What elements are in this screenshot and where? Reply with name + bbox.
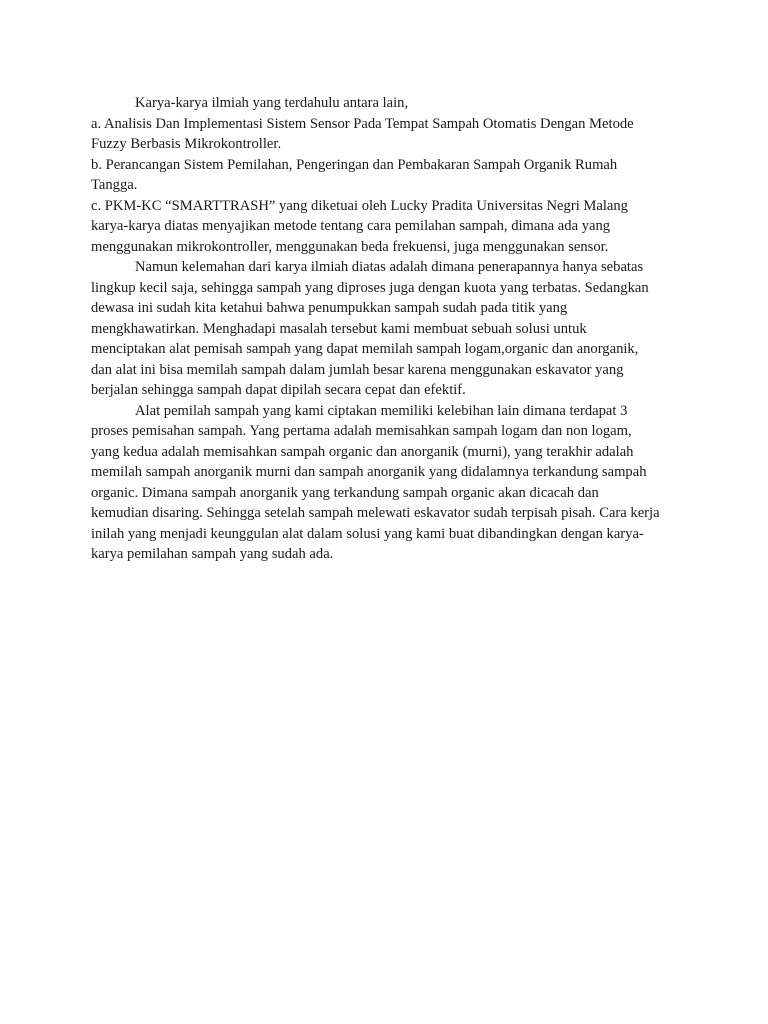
paragraph-first-line: Karya-karya ilmiah yang terdahulu antara lain,	[135, 95, 409, 111]
text-line: yang kedua adalah memisahkan sampah organic dan anorganik (murni), yang terakhir adalah	[91, 443, 634, 460]
text-line: lingkup kecil saja, sehingga sampah yang diproses juga dengan kuota yang terbatas. Sedangkan	[91, 279, 649, 296]
text-line: dan alat ini bisa memilah sampah dalam jumlah besar karena menggunakan eskavator yang	[91, 361, 624, 378]
text-line: berjalan sehingga sampah dapat dipilah secara cepat dan efektif.	[91, 382, 466, 398]
text-line: organic. Dimana sampah anorganik yang terkandung sampah organic akan dicacah dan	[91, 484, 599, 501]
text-line: memilah sampah anorganik murni dan sampah anorganik yang didalamnya terkandung sampah	[91, 464, 647, 480]
text-line: karya pemilahan sampah yang sudah ada.	[91, 546, 334, 562]
text-line: menggunakan mikrokontroller, menggunakan beda frekuensi, juga menggunakan sensor.	[91, 238, 609, 255]
text-line: mengkhawatirkan. Menghadapi masalah tersebut kami membuat sebuah solusi untuk	[91, 320, 587, 337]
text-line: menciptakan alat pemisah sampah yang dapat memilah sampah logam,organic dan anorganik,	[91, 341, 639, 357]
text-line: kemudian disaring. Sehingga setelah sampah melewati eskavator sudah terpisah pisah. Cara kerja	[91, 505, 660, 521]
text-line: dewasa ini sudah kita ketahui bahwa penumpukkan sampah sudah pada titik yang	[91, 300, 568, 316]
text-line: proses pemisahan sampah. Yang pertama adalah memisahkan sampah logam dan non logam,	[91, 423, 632, 439]
document-body	[91, 93, 691, 565]
text-line: a. Analisis Dan Implementasi Sistem Sensor Pada Tempat Sampah Otomatis Dengan Metode	[91, 115, 634, 132]
text-line: Tangga.	[91, 177, 138, 193]
text-line: b. Perancangan Sistem Pemilahan, Pengeringan dan Pembakaran Sampah Organik Rumah	[91, 156, 618, 173]
paragraph-first-line: Namun kelemahan dari karya ilmiah diatas adalah dimana penerapannya hanya sebatas	[135, 259, 644, 275]
paragraph-first-line: Alat pemilah sampah yang kami ciptakan memiliki kelebihan lain dimana terdapat 3	[135, 402, 628, 419]
text-line: karya-karya diatas menyajikan metode tentang cara pemilahan sampah, dimana ada yang	[91, 218, 611, 234]
text-line: c. PKM-KC “SMARTTRASH” yang diketuai oleh Lucky Pradita Universitas Negri Malang	[91, 197, 628, 214]
text-line: inilah yang menjadi keunggulan alat dalam solusi yang kami buat dibandingkan dengan karya-	[91, 525, 644, 542]
text-line: Fuzzy Berbasis Mikrokontroller.	[91, 136, 282, 152]
